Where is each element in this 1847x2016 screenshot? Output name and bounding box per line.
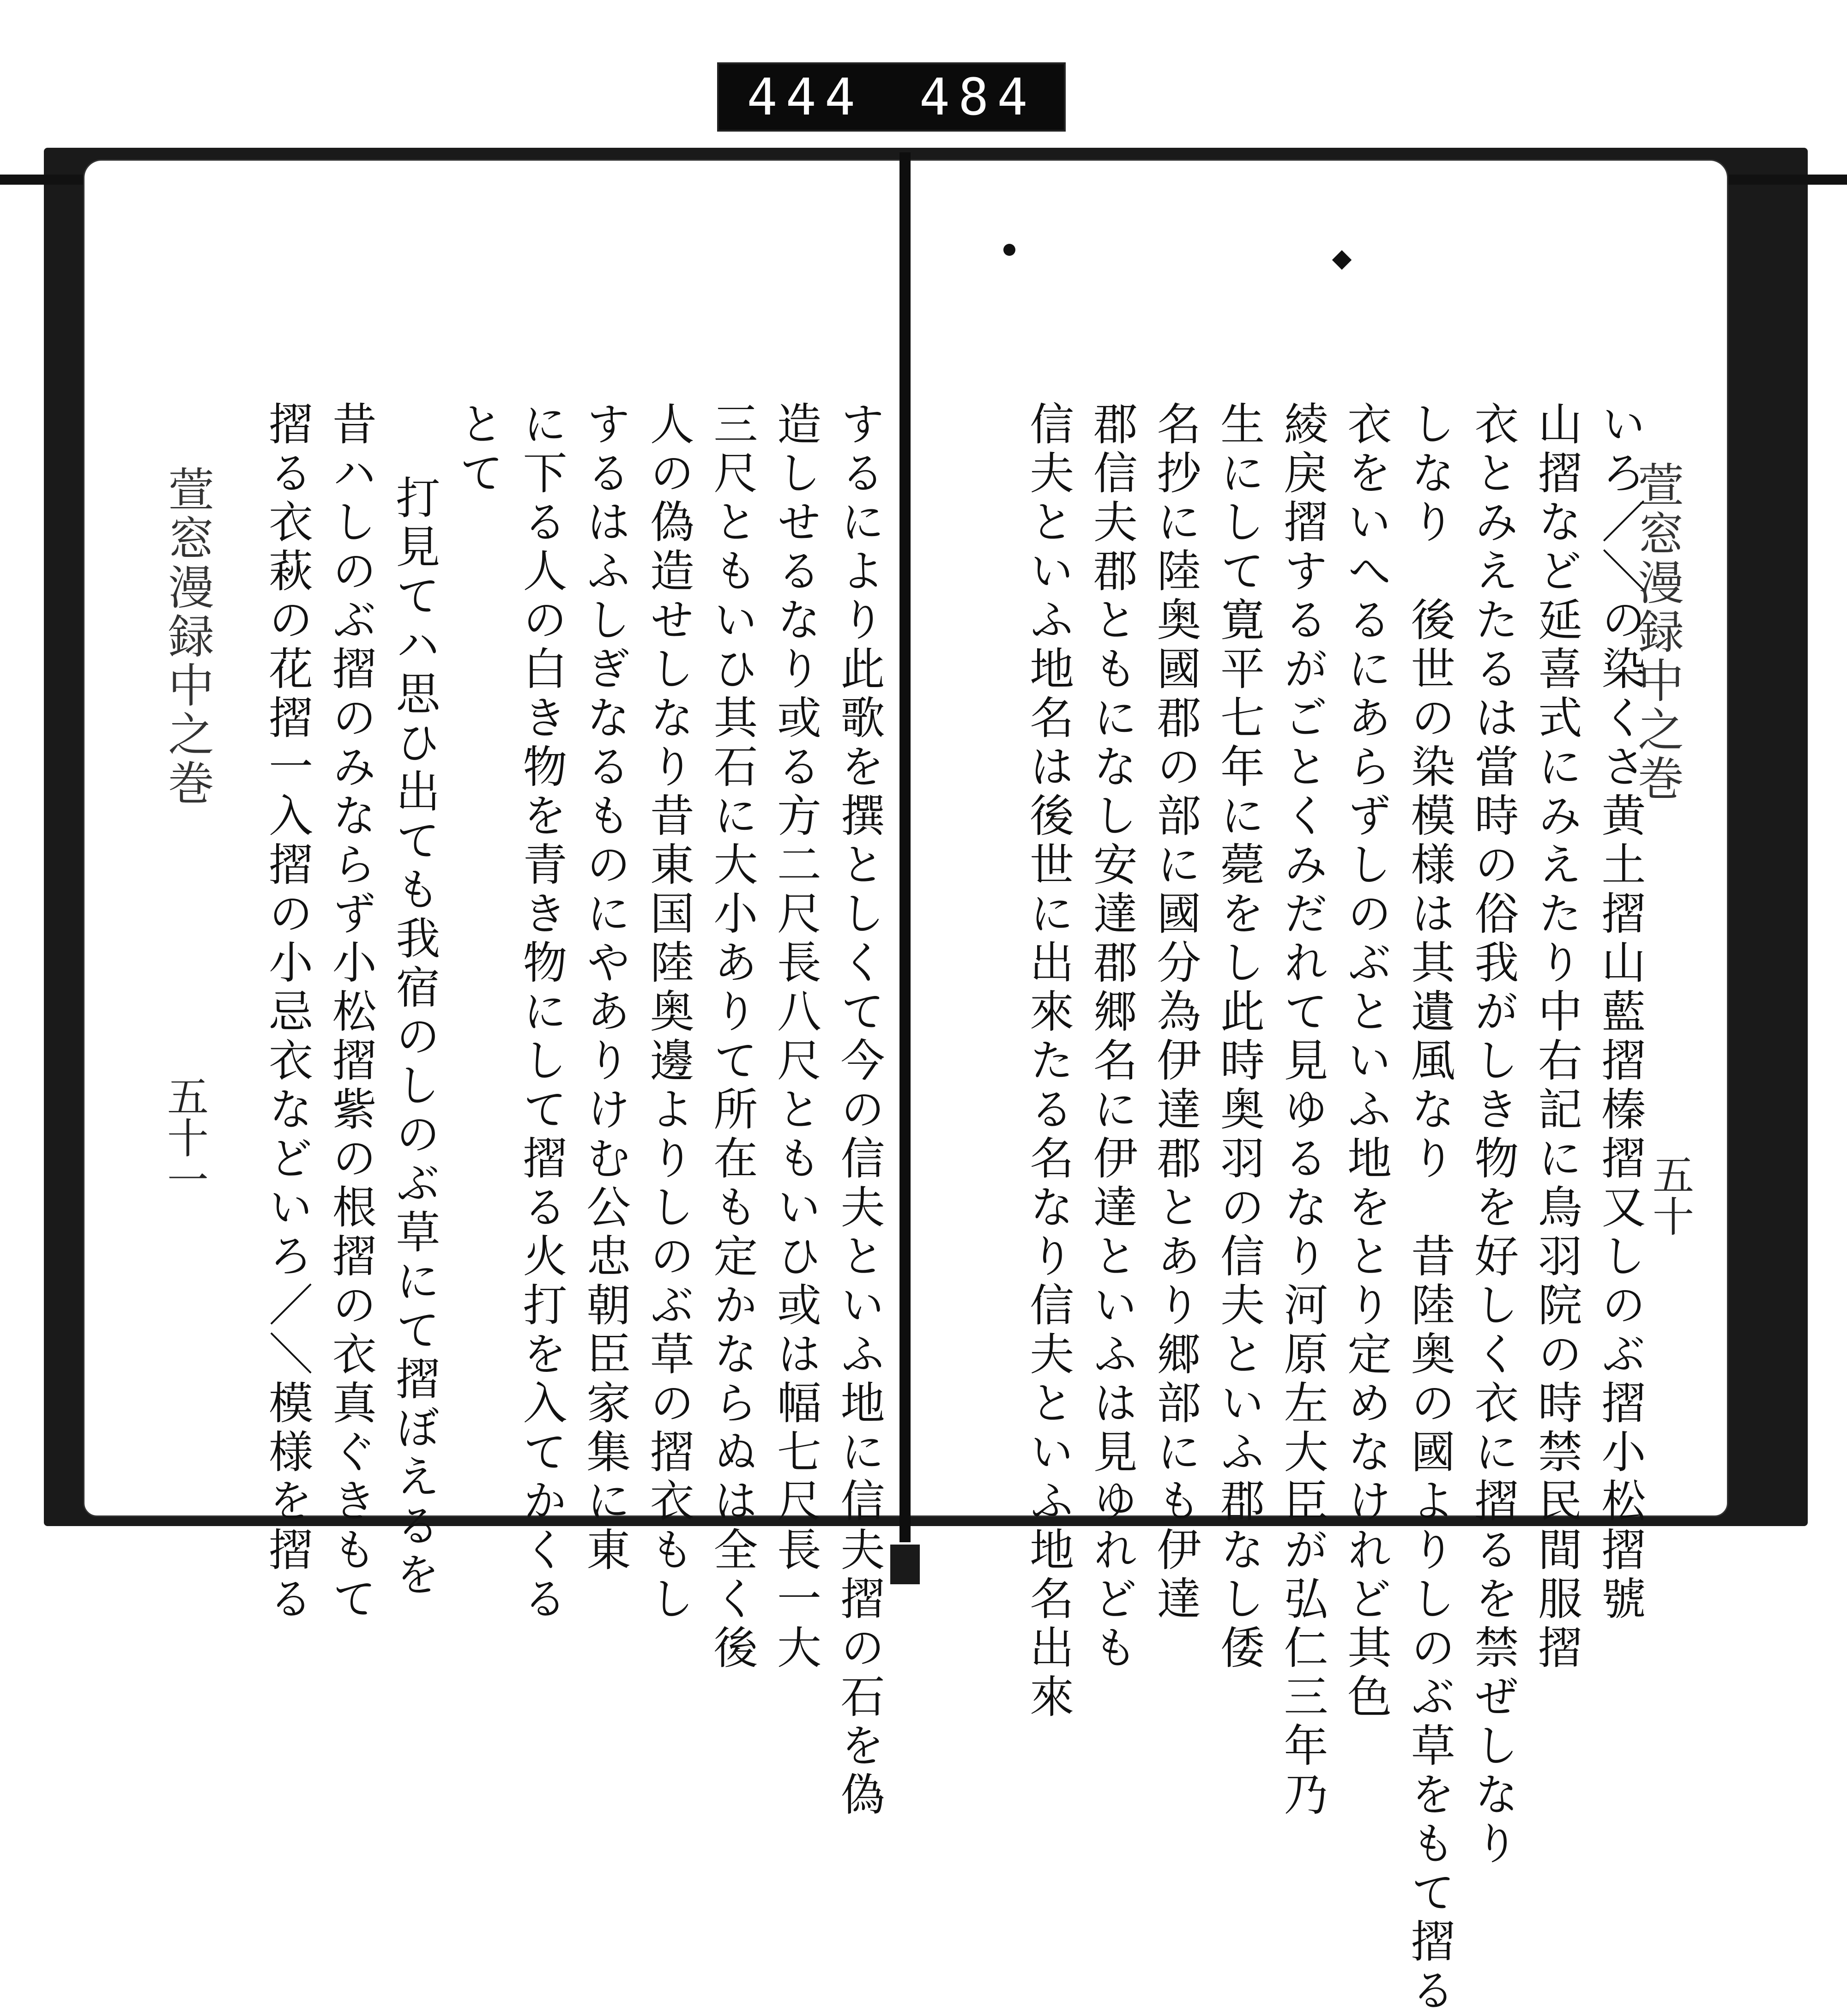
frame-number-left: 444 xyxy=(747,67,864,127)
text-line: 人の偽造せしなり昔東国陸奥邊よりしのぶ草の摺衣もし xyxy=(643,401,695,1624)
text-line: 打見てハ思ひ出ても我宿のしのぶ草にて摺ぼえるを xyxy=(388,475,441,1600)
right-page-header: 萱窓漫録中之巻 xyxy=(1630,461,1684,803)
text-line: 生にして寛平七年に薨をし此時奥羽の信夫といふ郡なし倭 xyxy=(1213,401,1265,1673)
text-line: するはふしぎなるものにやありけむ公忠朝臣家集に東 xyxy=(579,401,631,1575)
frame-number-right: 484 xyxy=(919,67,1036,127)
left-page-header: 萱窓漫録中之巻 xyxy=(160,465,214,808)
text-line: 三尺ともいひ其石に大小ありて所在も定かならぬは全く後 xyxy=(706,401,758,1673)
text-line: するにより此歌を撰としくて今の信夫といふ地に信夫摺の石を偽 xyxy=(833,401,885,1820)
text-line: しなり 後世の染模様は其遺風なり 昔陸奥の國よりしのぶ草をもて摺る xyxy=(1404,401,1456,2016)
text-line: 造しせるなり或る方二尺長八尺ともいひ或は幅七尺長一大 xyxy=(770,401,822,1673)
text-line: 衣とみえたるは當時の俗我がしき物を好しく衣に摺るを禁ぜしなり xyxy=(1467,401,1519,1869)
text-line: 摺る衣萩の花摺一入摺の小忌衣などいろ／＼模様を摺る xyxy=(261,401,314,1624)
text-line: 郡信夫郡ともになし安達郡郷名に伊達といふは見ゆれども xyxy=(1086,401,1138,1673)
right-page-folio: 五十 xyxy=(1645,1153,1694,1237)
ink-dot xyxy=(1332,250,1352,270)
right-page xyxy=(909,159,1728,2016)
text-line: いろ／＼の染くさ黄土摺山藍摺榛摺又しのぶ摺小松摺號 xyxy=(1594,401,1646,1624)
text-line: 信夫といふ地名は後世に出來たる名なり信夫といふ地名出來 xyxy=(1022,401,1074,1722)
right-page-text xyxy=(979,401,1646,2016)
text-line: とて xyxy=(452,401,504,499)
book-gutter xyxy=(899,152,911,1542)
text-line: に下る人の白き物を青き物にして摺る火打を入てかくる xyxy=(516,401,568,1624)
text-line: 綾戾摺するがごとくみだれて見ゆるなり河原左大臣が弘仁三年乃 xyxy=(1277,401,1329,1820)
spine-foot xyxy=(890,1545,920,1584)
left-page-folio: 五十一 xyxy=(160,1075,208,1200)
frame-number-plate xyxy=(717,62,1066,132)
left-page-text xyxy=(223,401,885,1820)
text-line: 昔ハしのぶ摺のみならず小松摺紫の根摺の衣真ぐきもて xyxy=(325,401,377,1624)
text-line: 衣をいへるにあらずしのぶといふ地をとり定めなけれど其色 xyxy=(1340,401,1392,1722)
text-line: 名抄に陸奥國郡の部に國分為伊達郡とあり郷部にも伊達 xyxy=(1149,401,1201,1624)
text-line: 山摺など延喜式にみえたり中右記に鳥羽院の時禁民間服摺 xyxy=(1531,401,1583,1673)
left-page xyxy=(83,159,903,1820)
ink-dot xyxy=(1003,244,1015,256)
